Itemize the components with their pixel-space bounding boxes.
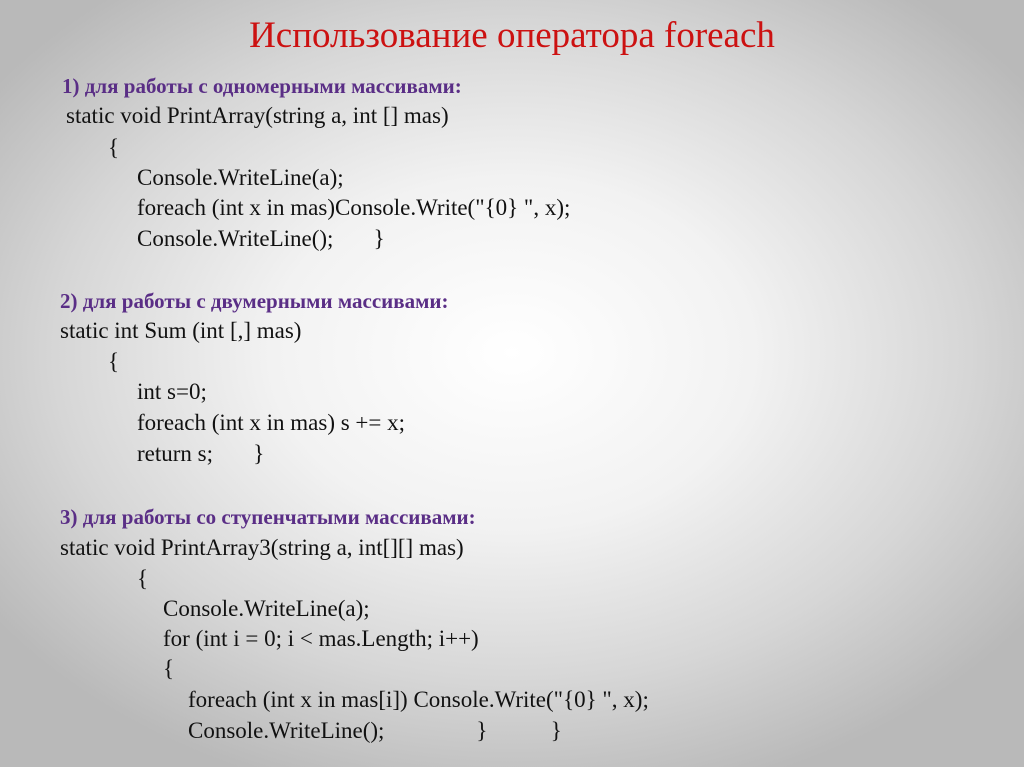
slide-title: Использование оператора foreach — [249, 15, 775, 56]
code-line: { — [163, 656, 175, 681]
code-line: { — [108, 135, 120, 160]
code-line: foreach (int x in mas) s += x; — [137, 410, 406, 435]
code-line: int s=0; — [137, 379, 207, 404]
code-line: static void PrintArray(string a, int [] mas) — [66, 103, 449, 128]
code-line: Console.WriteLine(a); — [137, 165, 344, 190]
code-line: Console.WriteLine(); } — [137, 226, 385, 251]
section-3-heading: 3) для работы со ступенчатыми массивами: — [60, 505, 476, 529]
code-line: static int Sum (int [,] mas) — [60, 318, 302, 343]
code-line: static void PrintArray3(string a, int[][] mas) — [60, 535, 464, 560]
code-line: for (int i = 0; i < mas.Length; i++) — [163, 626, 479, 651]
code-line: Console.WriteLine(a); — [163, 596, 370, 621]
code-line: { — [137, 566, 149, 591]
code-line: foreach (int x in mas)Console.Write("{0} ", x); — [137, 195, 571, 220]
code-line: return s; } — [137, 441, 265, 466]
code-line: Console.WriteLine(); } } — [188, 718, 562, 743]
code-line: { — [108, 349, 120, 374]
code-line: foreach (int x in mas[i]) Console.Write("{0} ", x); — [188, 687, 649, 712]
section-2-heading: 2) для работы с двумерными массивами: — [60, 289, 449, 313]
section-1-heading: 1) для работы с одномерными массивами: — [62, 74, 462, 98]
